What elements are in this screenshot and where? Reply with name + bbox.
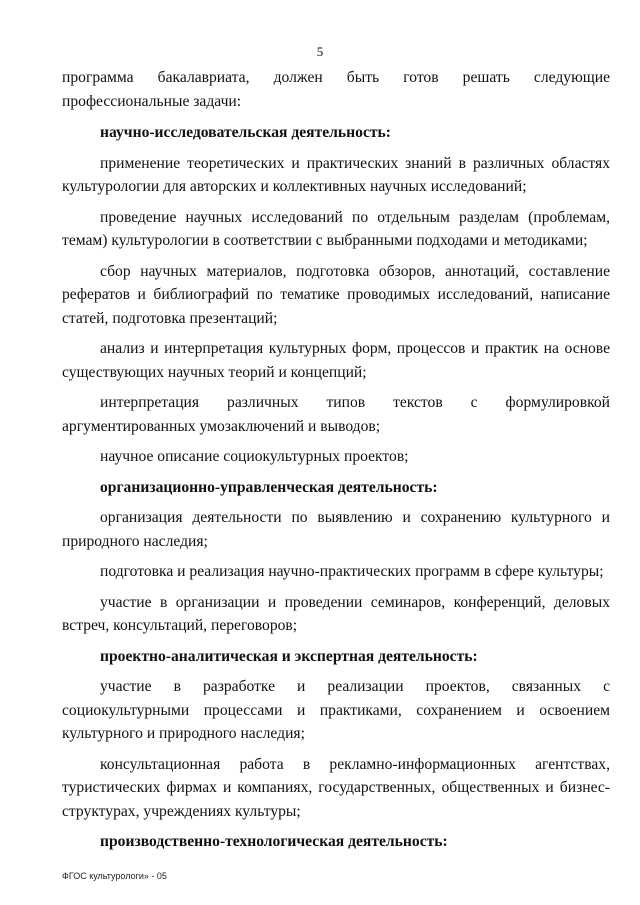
- document-footer: ФГОС культурологи» - 05: [62, 871, 167, 881]
- task-paragraph: участие в разработке и реализации проектов, связанных с социокультурными процессами и практиками, сохранением и освоением культурного и природного наследия;: [62, 678, 610, 742]
- intro-paragraph: программа бакалавриата, должен быть готов решать следующие профессиональные задачи:: [62, 69, 610, 110]
- section-heading-production: производственно-технологическая деятельность:: [100, 833, 448, 850]
- task-paragraph: консультационная работа в рекламно-информационных агентствах, туристических фирмах и компаниях, государственных, общественных и бизнес-структурах, учреждениях культуры;: [62, 755, 610, 820]
- task-paragraph: проведение научных исследований по отдельным разделам (проблемам, темам) культурологии в соответствии с выбранными подходами и методиками;: [62, 208, 610, 249]
- task-paragraph: анализ и интерпретация культурных форм, процессов и практик на основе существующих научных теорий и концепций;: [62, 340, 610, 381]
- task-paragraph: сбор научных материалов, подготовка обзоров, аннотаций, составление рефератов и библиографий по тематике проводимых исследований, написание статей, подготовка презентаций;: [62, 262, 610, 327]
- task-paragraph: научное описание социокультурных проектов;: [100, 448, 409, 465]
- section-heading-project: проектно-аналитическая и экспертная деятельность:: [100, 647, 478, 665]
- task-paragraph: участие в организации и проведении семинаров, конференций, деловых встреч, консультаций, переговоров;: [62, 593, 610, 634]
- task-paragraph: применение теоретических и практических знаний в различных областях культурологии для авторских и коллективных научных исследований;: [62, 154, 610, 195]
- page-number: 5: [316, 44, 324, 59]
- document-body: [62, 66, 610, 861]
- section-heading-management: организационно-управленческая деятельность:: [100, 478, 438, 496]
- task-paragraph: интерпретация различных типов текстов с формулировкой аргументированных умозаключений и выводов;: [62, 394, 610, 435]
- task-paragraph: подготовка и реализация научно-практических программ в сфере культуры;: [100, 563, 604, 580]
- section-heading-research: научно-исследовательская деятельность:: [100, 124, 391, 141]
- task-paragraph: организация деятельности по выявлению и сохранению культурного и природного наследия;: [62, 509, 610, 550]
